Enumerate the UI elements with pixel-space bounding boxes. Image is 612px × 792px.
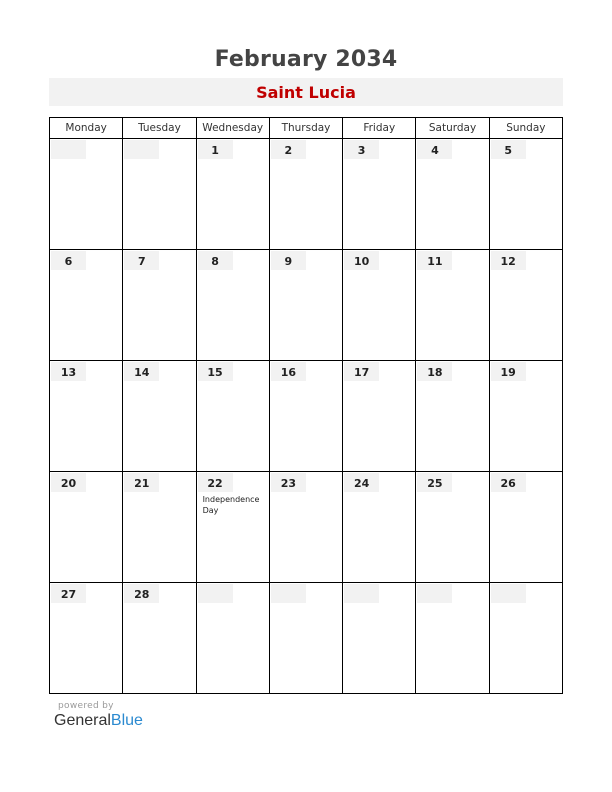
day-cell xyxy=(50,583,123,694)
country-banner xyxy=(49,78,563,106)
day-cell xyxy=(123,361,196,472)
day-number: 9 xyxy=(271,251,306,270)
day-number: 16 xyxy=(271,362,306,381)
empty-day-cell xyxy=(416,583,489,694)
day-cell xyxy=(343,472,416,583)
powered-by-text: powered by xyxy=(58,701,114,711)
day-number xyxy=(344,584,379,603)
brand-blue: Blue xyxy=(110,712,143,729)
day-number: 15 xyxy=(198,362,233,381)
empty-day-cell xyxy=(489,583,562,694)
day-cell xyxy=(489,361,562,472)
week-row xyxy=(50,583,563,694)
weekday-header: Sunday xyxy=(489,118,562,139)
weekday-header: Thursday xyxy=(269,118,342,139)
weekday-header: Saturday xyxy=(416,118,489,139)
holiday-label: Independence Day xyxy=(202,495,260,515)
day-cell xyxy=(123,250,196,361)
day-cell xyxy=(489,472,562,583)
day-number: 11 xyxy=(417,251,452,270)
day-number: 19 xyxy=(491,362,526,381)
empty-day-cell xyxy=(269,583,342,694)
calendar-title: February 2034 xyxy=(214,47,398,72)
brand-general: General xyxy=(54,712,111,729)
day-cell xyxy=(416,139,489,250)
day-number: 5 xyxy=(491,140,526,159)
country-name: Saint Lucia xyxy=(256,83,356,102)
day-number: 23 xyxy=(271,473,306,492)
weekday-header: Friday xyxy=(343,118,416,139)
day-number xyxy=(417,584,452,603)
day-number xyxy=(124,140,159,159)
day-cell xyxy=(50,472,123,583)
day-number: 7 xyxy=(124,251,159,270)
day-number: 24 xyxy=(344,473,379,492)
day-cell xyxy=(123,583,196,694)
day-cell xyxy=(489,250,562,361)
day-cell xyxy=(343,361,416,472)
generalblue-logo[interactable] xyxy=(54,712,143,730)
week-row xyxy=(50,139,563,250)
day-number: 2 xyxy=(271,140,306,159)
week-row xyxy=(50,361,563,472)
day-number xyxy=(51,140,86,159)
day-number: 13 xyxy=(51,362,86,381)
day-number: 14 xyxy=(124,362,159,381)
day-cell xyxy=(416,472,489,583)
day-number: 6 xyxy=(51,251,86,270)
day-number: 26 xyxy=(491,473,526,492)
week-row xyxy=(50,472,563,583)
day-number xyxy=(198,584,233,603)
empty-day-cell xyxy=(123,139,196,250)
day-cell xyxy=(50,250,123,361)
week-row xyxy=(50,250,563,361)
day-number: 10 xyxy=(344,251,379,270)
day-number: 20 xyxy=(51,473,86,492)
weekday-header: Wednesday xyxy=(196,118,269,139)
day-cell xyxy=(269,250,342,361)
day-number: 21 xyxy=(124,473,159,492)
calendar-grid xyxy=(49,117,563,694)
day-number xyxy=(271,584,306,603)
weekday-header: Tuesday xyxy=(123,118,196,139)
day-cell xyxy=(50,361,123,472)
empty-day-cell xyxy=(50,139,123,250)
day-cell xyxy=(269,139,342,250)
day-cell xyxy=(196,250,269,361)
weekday-header-row xyxy=(50,118,563,139)
day-cell xyxy=(489,139,562,250)
day-number: 12 xyxy=(491,251,526,270)
day-number: 27 xyxy=(51,584,86,603)
day-number: 3 xyxy=(344,140,379,159)
day-cell xyxy=(269,361,342,472)
weekday-header: Monday xyxy=(50,118,123,139)
day-number: 22 xyxy=(198,473,233,492)
day-cell xyxy=(196,472,269,583)
day-number: 1 xyxy=(198,140,233,159)
day-cell xyxy=(123,472,196,583)
day-number: 4 xyxy=(417,140,452,159)
day-number: 18 xyxy=(417,362,452,381)
day-cell xyxy=(343,250,416,361)
day-cell xyxy=(269,472,342,583)
day-number: 25 xyxy=(417,473,452,492)
day-cell xyxy=(196,361,269,472)
day-number: 17 xyxy=(344,362,379,381)
day-cell xyxy=(343,139,416,250)
day-cell xyxy=(196,139,269,250)
day-cell xyxy=(416,361,489,472)
day-cell xyxy=(416,250,489,361)
day-number xyxy=(491,584,526,603)
empty-day-cell xyxy=(196,583,269,694)
day-number: 8 xyxy=(198,251,233,270)
day-number: 28 xyxy=(124,584,159,603)
empty-day-cell xyxy=(343,583,416,694)
